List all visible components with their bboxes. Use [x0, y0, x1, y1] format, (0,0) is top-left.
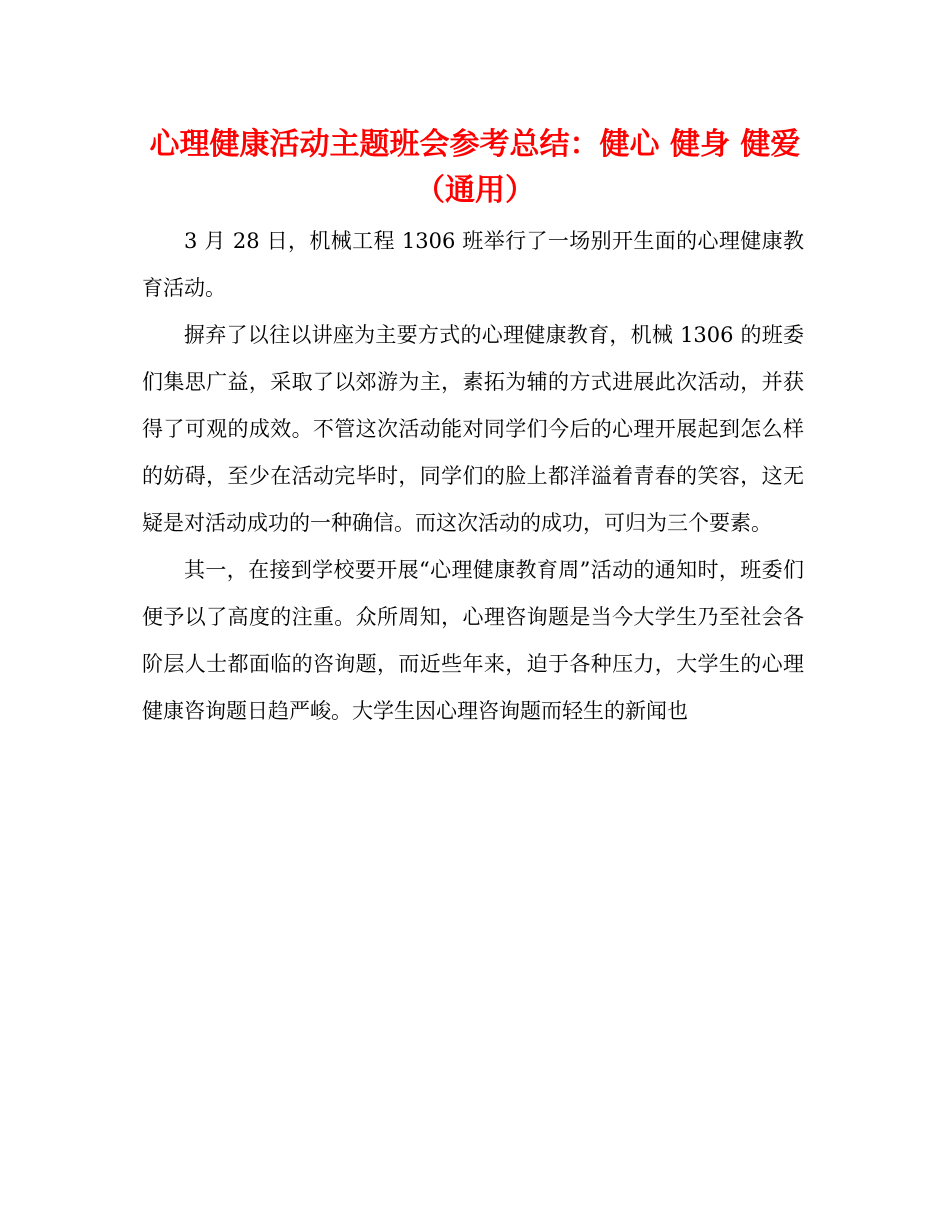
paragraph-1: 3 月 28 日，机械工程 1306 班举行了一场别开生面的心理健康教育活动。: [142, 229, 804, 300]
document-title: 心理健康活动主题班会参考总结：健心 健身 健爱（通用）: [149, 127, 801, 208]
paragraph-2: 摒弃了以往以讲座为主要方式的心理健康教育，机械 1306 的班委们集思广益，采取了以郊游为主，素拓为辅的方式进展此次活动，并获得了可观的成效。不管这次活动能对同学们今后的心理开展起到怎么样的妨碍，至少在活动完毕时，同学们的脸上都洋溢着青春的笑容，这无疑是对活动成功的一种确信。而这次活动的成功，可归为三个要素。: [142, 323, 804, 535]
paragraph-3: 其一，在接到学校要开展“心理健康教育周”活动的通知时，班委们便予以了高度的注重。众所周知，心理咨询题是当今大学生乃至社会各阶层人士都面临的咨询题，而近些年来，迫于各种压力，大学生的心理健康咨询题日趋严峻。大学生因心理咨询题而轻生的新闻也: [142, 558, 804, 723]
document-body: [142, 218, 804, 735]
